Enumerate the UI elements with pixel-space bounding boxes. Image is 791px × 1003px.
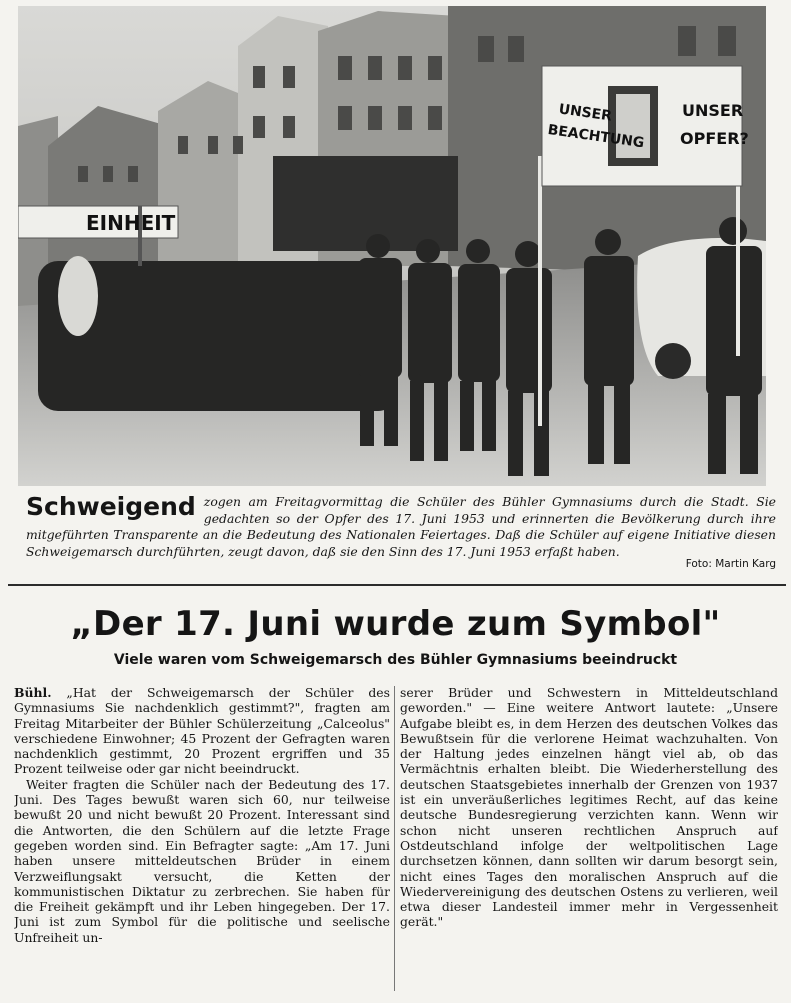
article-paragraph-2 — [14, 777, 390, 945]
news-photo — [18, 6, 766, 486]
caption-lead-word: Schweigend — [26, 492, 196, 521]
article-paragraph-2-text: Weiter fragten die Schüler nach der Bedeutung des 17. Juni. Des Tages bewußt waren sich 60, nur teilweise bewußt 20 und nicht bewußt 20 Prozent. Interessant sind die Antworten, die den Schülern auf die letzte Frage gegeben worden sind. Ein Befragter sagte: „Am 17. Juni haben unsere mitteldeutschen Brüder in einem Verzweiflungsakt versucht, die Ketten der kommunistischen Diktatur zu zerbrechen. Sie haben für die Freiheit gekämpft und ihr Leben hingegeben. Der 17. Juni ist zum Symbol für die politische und seelische Unfreiheit un- — [14, 776, 390, 945]
article-paragraph-1 — [14, 685, 390, 777]
article-column-right — [400, 685, 778, 995]
article-paragraph-1-text: „Hat der Schweigemarsch der Schüler des Gymnasiums Sie nachdenklich gestimmt?", fragten am Freitag Mitarbeiter der Bühler Schülerzeitung „Calceolus" verschiedene Einwohner; 45 Prozent der Gefragten waren nachdenklich gestimmt, 20 Prozent ergriffen und 35 Prozent teilweise oder gar nicht beeindruckt. — [14, 685, 390, 777]
article-paragraph-2-continued — [400, 685, 778, 930]
article-dateline: Bühl. — [14, 685, 52, 700]
march-photo-illustration — [18, 6, 766, 486]
article-headline: „Der 17. Juni wurde zum Symbol" — [70, 604, 721, 644]
banner-einheit-text: EINHEIT — [86, 211, 176, 235]
article-subheadline: Viele waren vom Schweigemarsch des Bühler Gymnasiums beeindruckt — [113, 652, 678, 668]
section-divider — [8, 584, 786, 586]
banner-right-text: UNSER OPFER? — [680, 101, 749, 148]
caption-text: zogen am Freitagvormittag die Schüler des Bühler Gymnasiums durch die Stadt. Sie gedachten so der Opfer des 17. Juni 1953 und erinnerten die Bevölkerung durch ihre mitgeführten Transparente an die Bedeutung des Nationalen Feiertages. Daß die Schüler auf eigene Initiative diesen Schweigemarsch durchführten, zeugt davon, daß sie den Sinn des 17. Juni 1953 erfaßt haben. — [26, 494, 776, 559]
article-paragraph-2-continued-text: serer Brüder und Schwestern in Mitteldeutschland geworden." — Eine weitere Antwort lautete: „Unsere Aufgabe bleibt es, in dem Herzen des deutschen Volkes das Bewußtsein für die verlorene Heimat wachzuhalten. Von der Haltung jedes einzelnen hängt viel ab, ob das Vermächtnis erhalten bleibt. Die Wiederherstellung des deutschen Staatsgebietes innerhalb der Grenzen von 1937 ist ein unveräußerliches legitimes Recht, auf das keine deutsche Bundesregierung verzichten kann. Wenn wir schon nicht unseren rechtlichen Anspruch auf Ostdeutschland infolge der weltpolitischen Lage durchsetzen können, dann sollten wir darum besorgt sein, nicht eines Tages den moralischen Anspruch auf die Wiedervereinigung des deutschen Ostens zu verlieren, weil etwa dieser Landesteil immer mehr in Vergessenheit gerät." — [400, 685, 778, 930]
photo-caption — [26, 494, 776, 578]
photo-credit: Foto: Martin Karg — [685, 557, 776, 570]
column-divider — [394, 686, 395, 991]
banner-left-text: UNSER BEACHTUNG — [546, 101, 646, 152]
article-column-left — [14, 685, 390, 995]
